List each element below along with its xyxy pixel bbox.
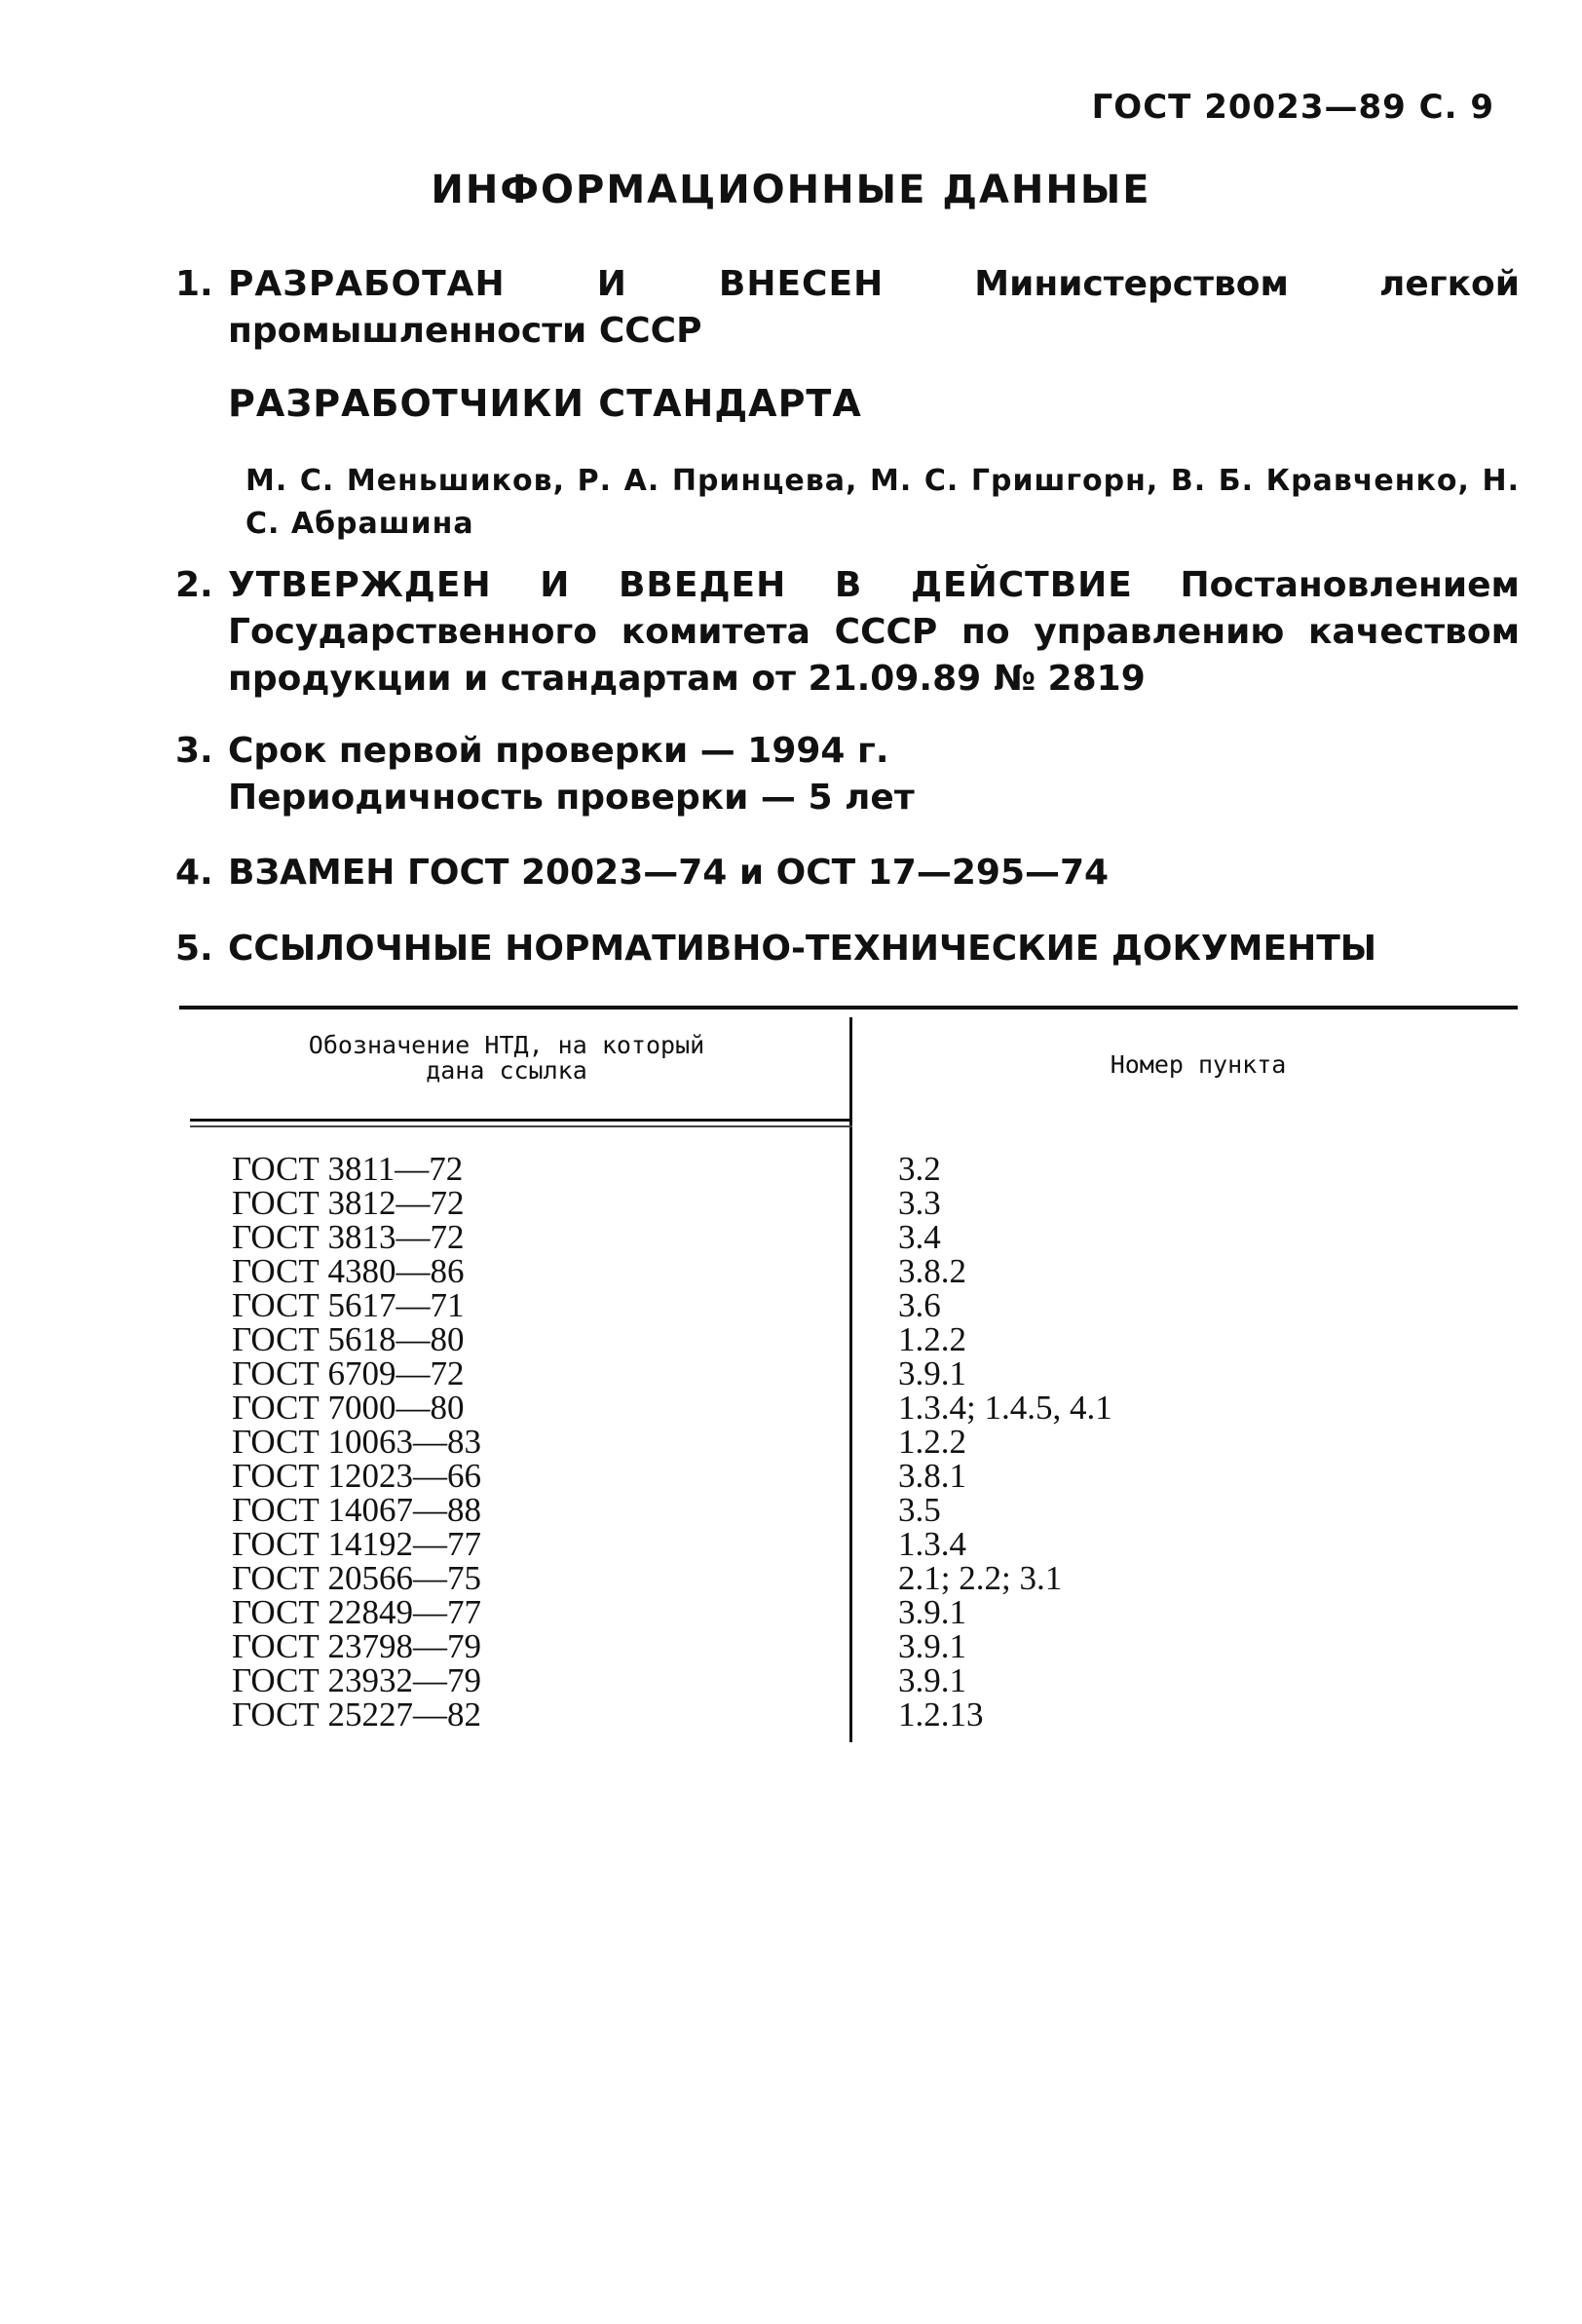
table-cell-clause: 3.9.1 xyxy=(898,1354,966,1392)
table-cell-document: ГОСТ 6709—72 xyxy=(232,1354,465,1392)
info-item-3 xyxy=(175,728,1520,821)
table-cell-document: ГОСТ 22849—77 xyxy=(232,1593,482,1631)
info-item-1 xyxy=(175,261,1520,355)
developers-heading: РАЗРАБОТЧИКИ СТАНДАРТА xyxy=(228,382,862,425)
page-title: ИНФОРМАЦИОННЫЕ ДАННЫЕ xyxy=(431,168,1151,212)
item-text: Министерством легкой промышленности СССР xyxy=(228,264,1520,351)
table-cell-clause: 1.2.2 xyxy=(898,1423,966,1461)
table-cell-clause: 3.3 xyxy=(898,1184,941,1222)
item-body xyxy=(228,850,1520,896)
table-cell-clause: 1.2.13 xyxy=(898,1695,984,1733)
item-number: 4. xyxy=(175,853,213,893)
table-cell-clause: 1.2.2 xyxy=(898,1320,966,1358)
table-cell-clause: 1.3.4; 1.4.5, 4.1 xyxy=(898,1389,1112,1427)
table-cell-clause: 1.3.4 xyxy=(898,1525,966,1563)
table-header-rule-secondary xyxy=(190,1125,852,1127)
item-text: Постановлением Государственного комитета СССР по управлению качеством продукции и стандартам от 21.09.89 № 2819 xyxy=(228,565,1520,699)
table-cell-document: ГОСТ 3813—72 xyxy=(232,1218,465,1256)
item-text: ССЫЛОЧНЫЕ НОРМАТИВНО-ТЕХНИЧЕСКИЕ ДОКУМЕНТЫ xyxy=(228,929,1377,969)
item-body xyxy=(228,728,1520,821)
item-number: 2. xyxy=(175,565,213,605)
info-item-2 xyxy=(175,562,1520,703)
table-cell-clause: 3.2 xyxy=(898,1150,941,1188)
table-header-rule xyxy=(190,1119,852,1122)
table-cell-document: ГОСТ 23932—79 xyxy=(232,1661,482,1699)
item-number: 1. xyxy=(175,264,213,304)
table-cell-document: ГОСТ 23798—79 xyxy=(232,1627,482,1665)
item-lead: УТВЕРЖДЕН И ВВЕДЕН В ДЕЙСТВИЕ xyxy=(228,565,1133,605)
table-cell-clause: 3.4 xyxy=(898,1218,941,1256)
table-cell-clause: 2.1; 2.2; 3.1 xyxy=(898,1559,1063,1597)
info-item-4 xyxy=(175,850,1520,896)
developers-names: М. С. Меньшиков, Р. А. Принцева, М. С. Гришгорн, В. Б. Кравченко, Н. С. Абрашина xyxy=(245,464,1520,541)
table-cell-document: ГОСТ 25227—82 xyxy=(232,1695,482,1733)
table-clause-column xyxy=(898,1152,1112,1732)
page-header-reference: ГОСТ 20023—89 С. 9 xyxy=(1091,88,1494,127)
info-item-5 xyxy=(175,926,1520,972)
table-cell-document: ГОСТ 5617—71 xyxy=(232,1286,465,1324)
item-line-first-check: Срок первой проверки — 1994 г. xyxy=(228,731,889,771)
table-cell-document: ГОСТ 5618—80 xyxy=(232,1320,465,1358)
item-line-periodicity: Периодичность проверки — 5 лет xyxy=(228,778,915,818)
table-header-document-line1: Обозначение НТД, на который xyxy=(308,1031,705,1059)
item-body xyxy=(228,926,1520,972)
table-top-rule xyxy=(179,1006,1518,1010)
table-cell-clause: 3.6 xyxy=(898,1286,941,1324)
item-number: 5. xyxy=(175,929,213,969)
table-cell-clause: 3.8.1 xyxy=(898,1457,966,1495)
table-cell-document: ГОСТ 10063—83 xyxy=(232,1423,482,1461)
table-header-document-line2: дана ссылка xyxy=(426,1056,587,1085)
table-cell-clause: 3.9.1 xyxy=(898,1627,966,1665)
table-cell-document: ГОСТ 14067—88 xyxy=(232,1491,482,1529)
item-text: ВЗАМЕН ГОСТ 20023—74 и ОСТ 17—295—74 xyxy=(228,853,1110,893)
table-header-clause: Номер пункта xyxy=(1110,1050,1287,1079)
table-cell-clause: 3.5 xyxy=(898,1491,941,1529)
table-cell-document: ГОСТ 3811—72 xyxy=(232,1150,464,1188)
table-cell-document: ГОСТ 14192—77 xyxy=(232,1525,482,1563)
item-lead: РАЗРАБОТАН И ВНЕСЕН xyxy=(228,264,885,304)
table-cell-document: ГОСТ 20566—75 xyxy=(232,1559,482,1597)
item-body xyxy=(228,562,1520,703)
item-number: 3. xyxy=(175,731,213,771)
table-header-document xyxy=(244,1033,770,1084)
table-cell-clause: 3.9.1 xyxy=(898,1661,966,1699)
table-cell-document: ГОСТ 7000—80 xyxy=(232,1389,465,1427)
table-cell-document: ГОСТ 4380—86 xyxy=(232,1252,465,1290)
table-document-column xyxy=(232,1152,481,1732)
item-body xyxy=(228,261,1520,355)
table-cell-document: ГОСТ 12023—66 xyxy=(232,1457,482,1495)
table-cell-clause: 3.9.1 xyxy=(898,1593,966,1631)
table-cell-document: ГОСТ 3812—72 xyxy=(232,1184,465,1222)
table-cell-clause: 3.8.2 xyxy=(898,1252,966,1290)
